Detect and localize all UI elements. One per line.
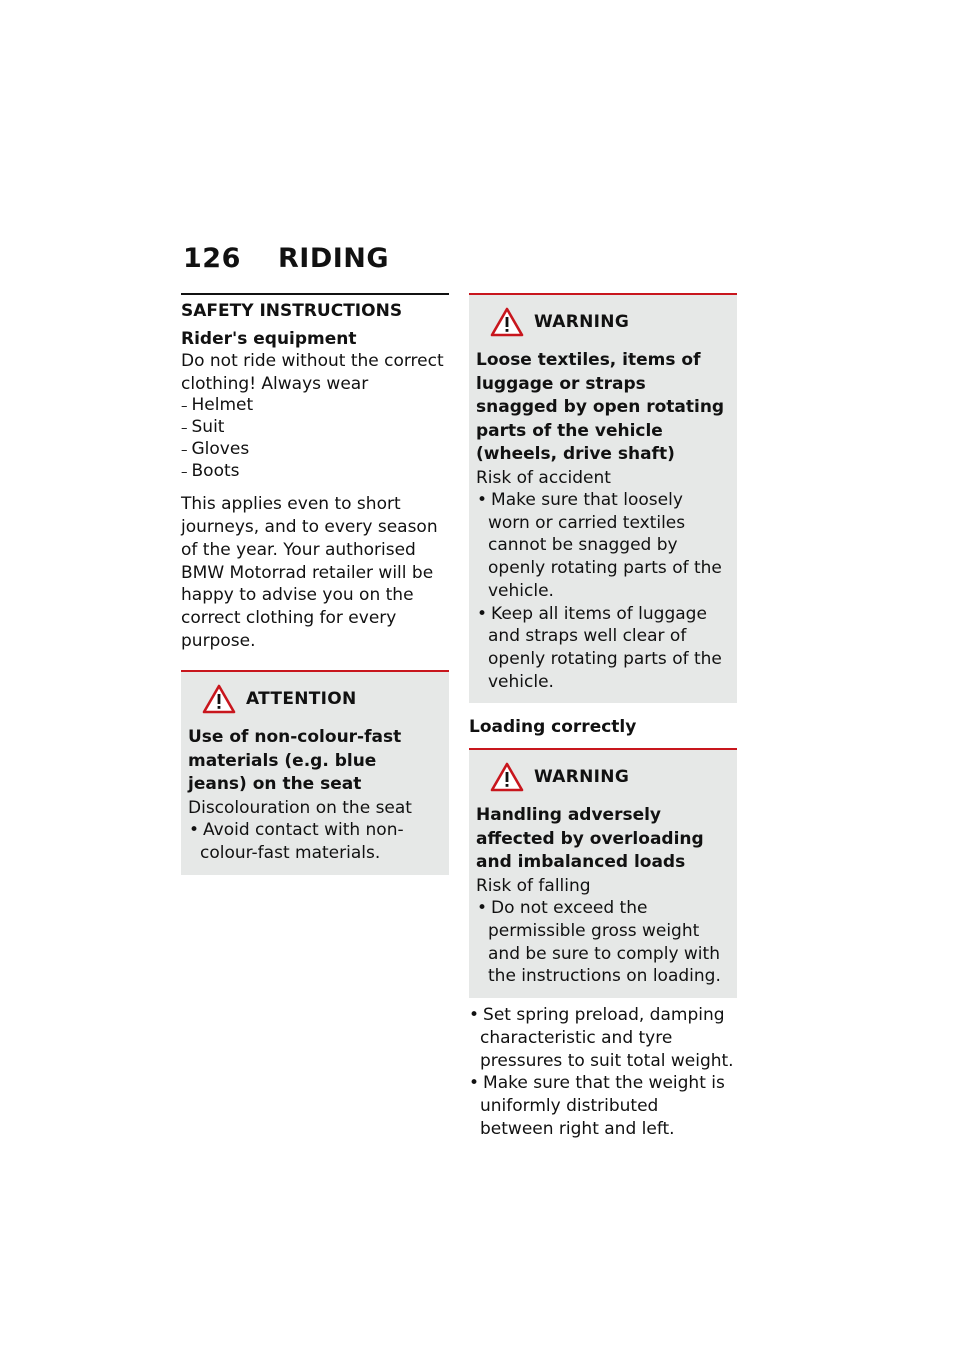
attention-title: Use of non-colour-fast materials (e.g. blue jeans) on the seat	[188, 727, 402, 795]
list-item: • Do not exceed the permissible gross weight and be sure to comply with the instructions on loading.	[476, 897, 729, 988]
right-column	[469, 293, 737, 1140]
list-item: • Set spring preload, damping characteristic and tyre pressures to suit total weight.	[469, 1004, 737, 1072]
page-header	[183, 243, 389, 274]
chapter-title: RIDING	[278, 243, 390, 274]
warning-triangle-icon	[490, 762, 524, 792]
warning-consequence: Risk of falling	[476, 875, 591, 896]
subheading: Rider's equipment	[181, 329, 357, 349]
warning-bullets	[476, 489, 729, 693]
warning-label: WARNING	[534, 312, 630, 332]
warning-consequence: Risk of accident	[476, 467, 611, 488]
warning-bullets	[476, 897, 729, 988]
attention-box	[181, 670, 449, 874]
attention-bullets	[188, 819, 441, 864]
page-number: 126	[183, 243, 241, 274]
list-item: • Make sure that loosely worn or carried textiles cannot be snagged by openly rotating parts of the vehicle.	[476, 489, 729, 603]
loading-heading: Loading correctly	[469, 717, 637, 738]
warning-triangle-icon	[490, 307, 524, 337]
equipment-list	[181, 395, 449, 483]
list-item: – Gloves	[181, 439, 449, 461]
section-title: SAFETY INSTRUCTIONS	[181, 293, 449, 323]
warning-box-2	[469, 748, 737, 998]
intro-text: Do not ride without the correct clothing! Always wear	[181, 351, 444, 394]
left-column	[181, 293, 449, 875]
warning-title: Handling adversely affected by overloading and imbalanced loads	[476, 805, 704, 873]
warning-label: WARNING	[534, 767, 630, 788]
attention-consequence: Discolouration on the seat	[188, 797, 412, 818]
warning-title: Loose textiles, items of luggage or straps snagged by open rotating parts of the vehicle (wheels, drive shaft)	[476, 350, 725, 464]
warning-box-1	[469, 293, 737, 703]
attention-label: ATTENTION	[246, 689, 357, 710]
warning-header	[476, 762, 729, 792]
list-item: • Keep all items of luggage and straps well clear of openly rotating parts of the vehicle.	[476, 603, 729, 694]
attention-header	[188, 684, 441, 714]
warning-header	[476, 307, 729, 337]
list-item: – Helmet	[181, 395, 449, 417]
loading-bullets	[469, 1004, 737, 1140]
list-item: – Suit	[181, 417, 449, 439]
list-item: – Boots	[181, 461, 449, 483]
list-item: • Avoid contact with non-colour-fast materials.	[188, 819, 441, 864]
list-item: • Make sure that the weight is uniformly distributed between right and left.	[469, 1072, 737, 1140]
warning-triangle-icon	[202, 684, 236, 714]
body-paragraph: This applies even to short journeys, and to every season of the year. Your authorised BMW Motorrad retailer will be happy to advise you on the correct clothing for every purpose.	[181, 494, 438, 651]
